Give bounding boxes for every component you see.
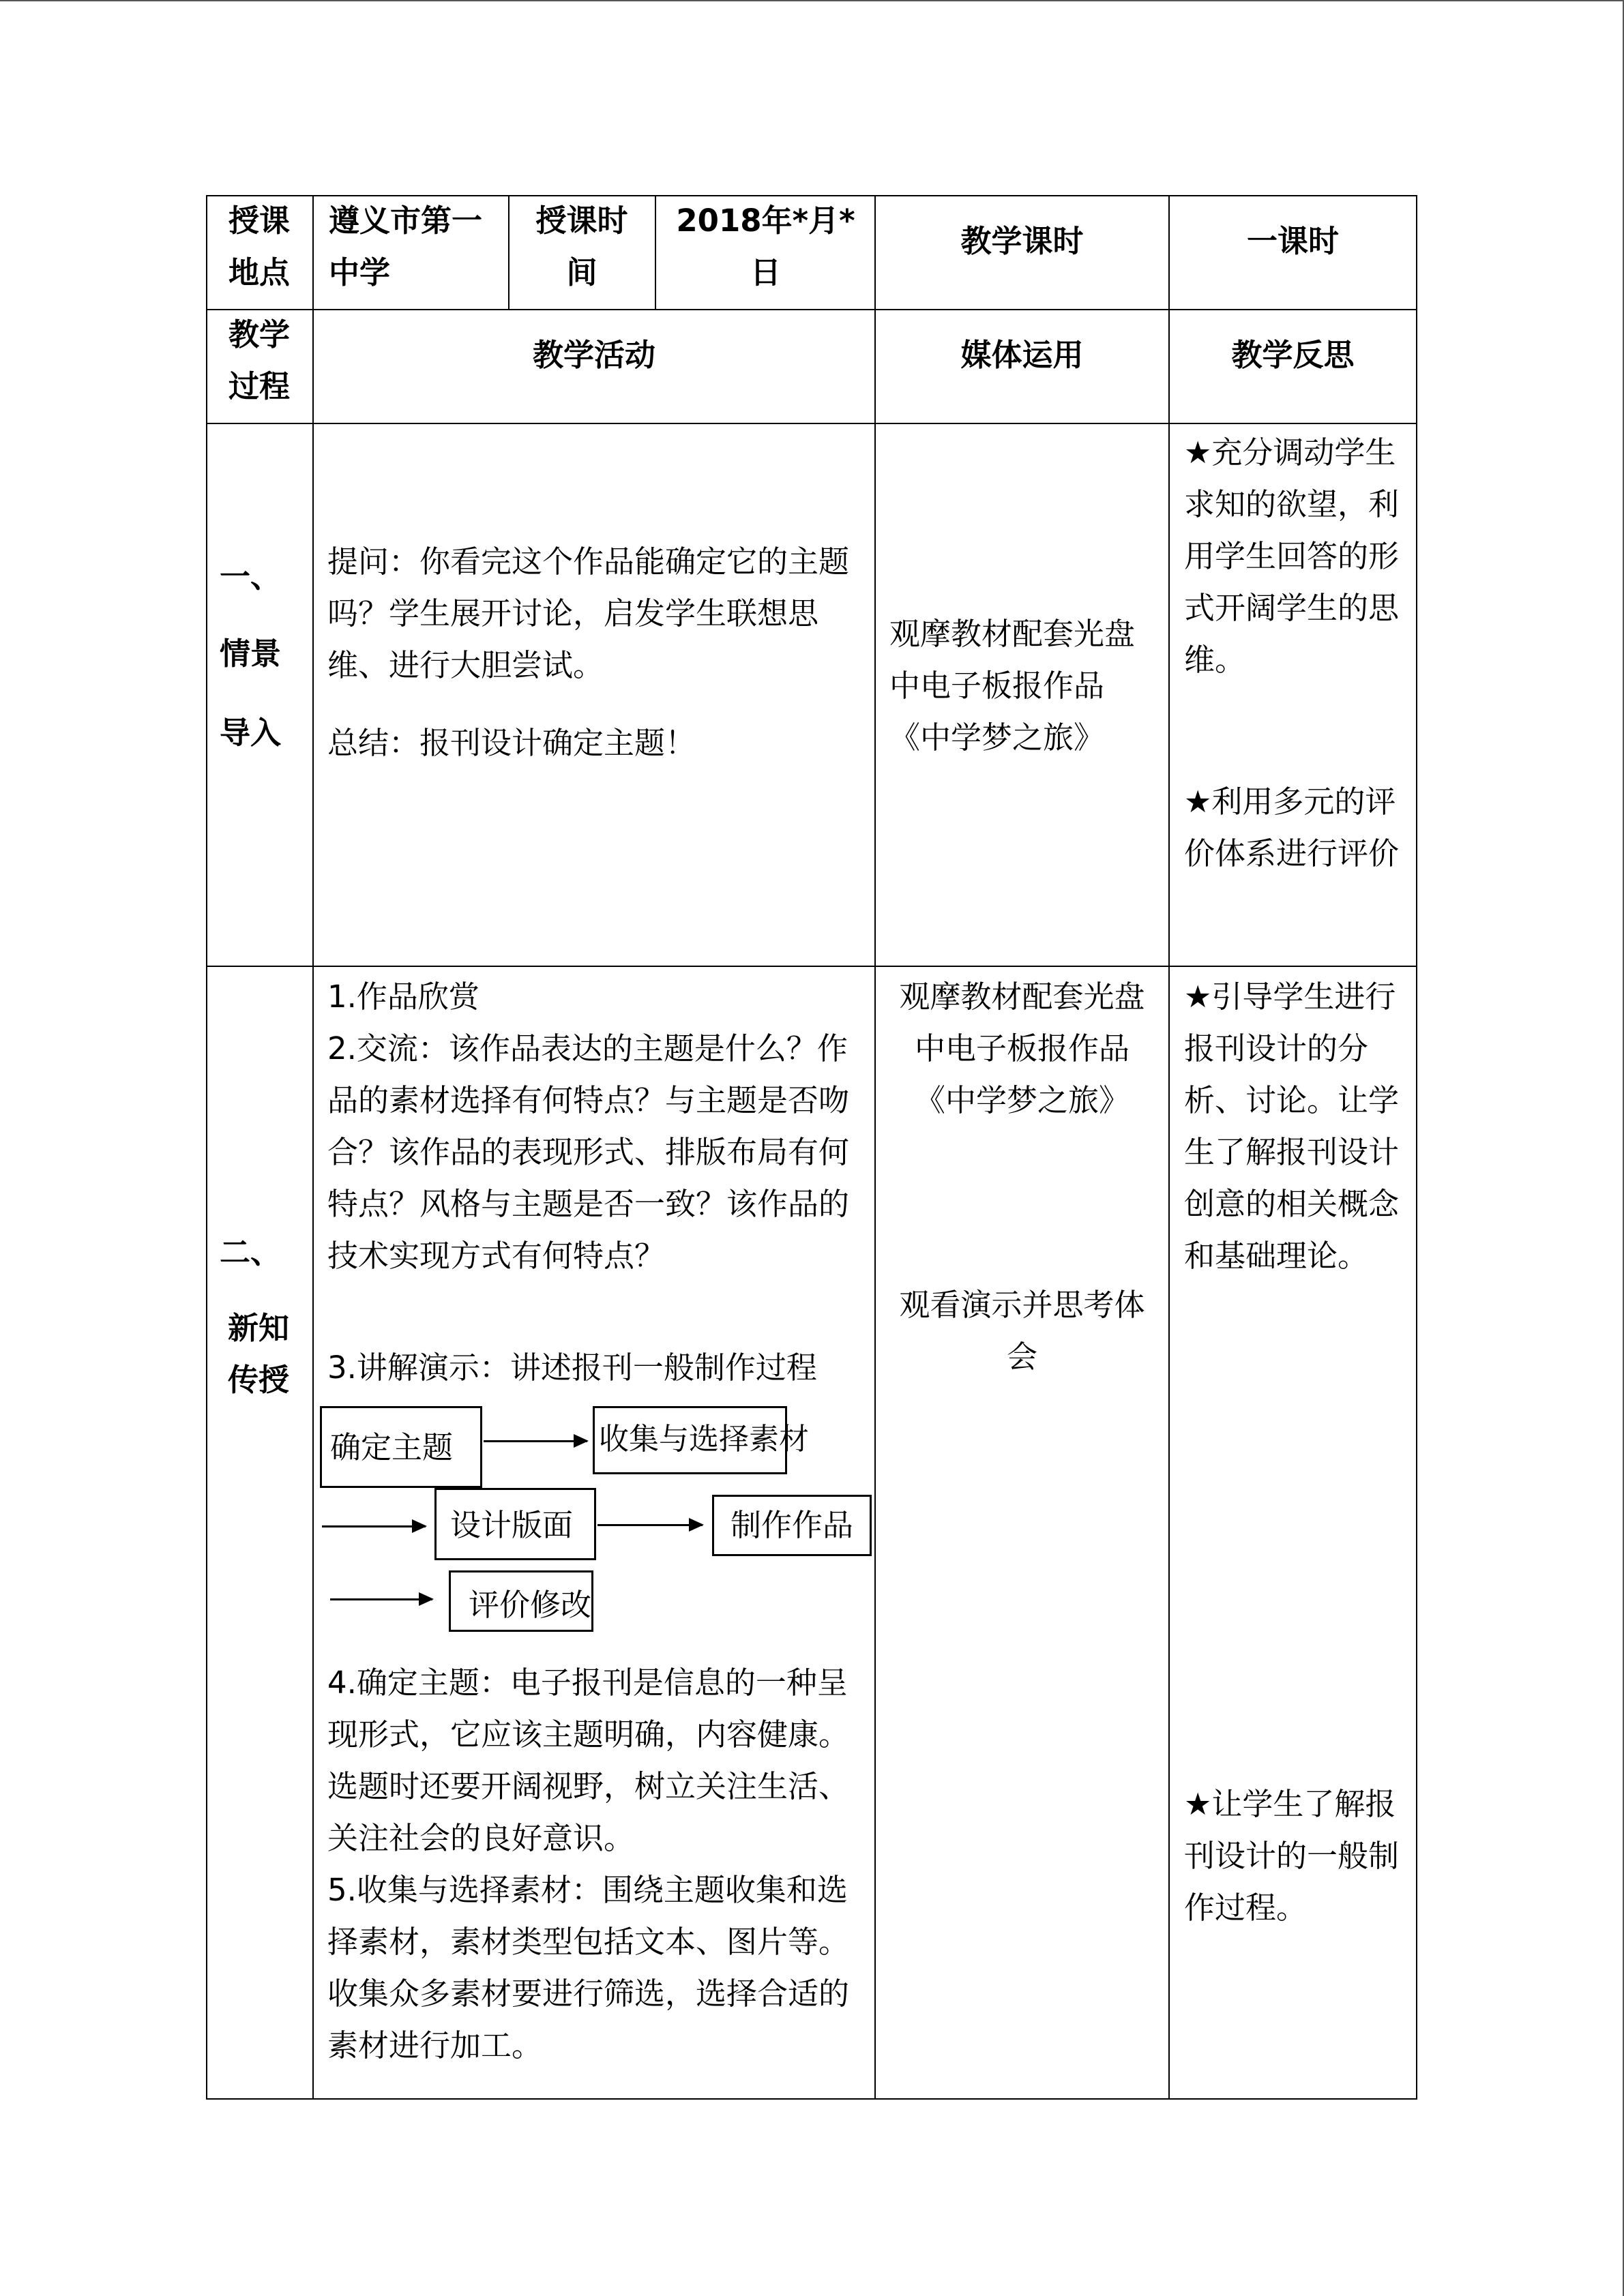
table-line [206,423,1417,424]
reflection-text: 析、讨论。让学 [1184,1082,1400,1118]
page-border-top [0,0,1624,1]
reflection-text: ★让学生了解报 [1184,1786,1396,1822]
period-value: 一课时 [1246,223,1339,259]
activity-text: 品的素材选择有何特点？与主题是否吻 [327,1082,850,1118]
media-text: 观摩教材配套光盘 [899,979,1145,1015]
process-header: 教学过程 [228,316,290,404]
flow-arrow [322,1525,426,1527]
activity-text: 选题时还要开阔视野，树立关注生活、 [327,1768,850,1804]
section2-label: 传授 [228,1362,290,1398]
reflection-text: 式开阔学生的思 [1184,590,1400,626]
table-line [508,195,510,310]
activity-text: 吗？学生展开讨论，启发学生联想思 [327,595,819,631]
activity-text: 4.确定主题：电子报刊是信息的一种呈 [327,1665,848,1701]
reflection-text: 用学生回答的形 [1184,538,1400,574]
activity-text: 现形式，它应该主题明确，内容健康。 [327,1716,850,1753]
media-text: 会 [1006,1339,1037,1375]
reflection-text: 求知的欲望，利 [1184,486,1400,522]
activity-text: 择素材，素材类型包括文本、图片等。 [327,1924,850,1960]
reflection-text: 和基础理论。 [1184,1238,1369,1274]
place-label: 授课地点 [228,203,290,290]
media-text: 《中学梦之旅》 [914,1082,1130,1118]
reflection-text: 维。 [1184,642,1246,678]
media-header: 媒体运用 [960,337,1084,373]
time-label: 授课时间 [535,203,628,290]
reflection-header: 教学反思 [1231,337,1355,373]
reflection-text: 创意的相关概念 [1184,1186,1400,1222]
flow-step-design-layout: 设计版面 [434,1488,596,1560]
section1-label: 导入 [220,715,282,751]
place-value: 遵义市第一中学 [329,203,483,290]
reflection-text: 作过程。 [1184,1890,1308,1926]
flow-step-evaluate-revise: 评价修改 [449,1570,593,1632]
activity-text: 维、进行大胆尝试。 [327,647,604,683]
flow-step-collect-materials: 收集与选择素材 [593,1406,787,1474]
time-value: 2018年*月*日 [676,203,855,290]
table-line [206,195,207,2100]
media-text: 观摩教材配套光盘 [889,616,1136,652]
reflection-text: 价体系进行评价 [1184,835,1400,871]
activity-text: 5.收集与选择素材：围绕主题收集和选 [327,1872,848,1908]
flow-arrow [484,1440,587,1442]
flow-arrow [330,1598,432,1600]
table-line [206,309,1417,310]
table-line [1168,195,1170,2100]
table-line [655,195,656,310]
reflection-text: 报刊设计的分 [1184,1030,1369,1067]
activity-text: 收集众多素材要进行筛选，选择合适的 [327,1976,850,2012]
activity-header: 教学活动 [532,337,655,373]
flow-arrow [597,1524,703,1526]
activity-text: 3.讲解演示：讲述报刊一般制作过程 [327,1350,817,1386]
period-label: 教学课时 [960,223,1084,259]
activity-text: 合？该作品的表现形式、排版布局有何 [327,1134,850,1170]
reflection-text: 刊设计的一般制 [1184,1838,1400,1874]
media-text: 《中学梦之旅》 [889,719,1105,756]
table-line [206,2098,1417,2100]
section1-number: 一、 [220,558,282,595]
section2-label: 新知 [228,1310,290,1346]
table-line [312,195,314,2100]
activity-text: 关注社会的良好意识。 [327,1820,635,1856]
activity-text: 2.交流：该作品表达的主题是什么？作 [327,1030,848,1067]
reflection-text: 生了解报刊设计 [1184,1134,1400,1170]
flow-step-define-theme: 确定主题 [320,1406,482,1488]
table-line [206,966,1417,967]
section2-number: 二、 [220,1234,282,1270]
activity-text: 提问：你看完这个作品能确定它的主题 [327,543,850,580]
section1-label: 情景 [220,636,282,672]
activity-text: 素材进行加工。 [327,2027,543,2063]
reflection-text: ★充分调动学生 [1184,434,1396,471]
media-text: 中电子板报作品 [914,1030,1130,1067]
table-line [1416,195,1417,2100]
media-text: 观看演示并思考体 [899,1287,1145,1323]
reflection-text: ★引导学生进行 [1184,979,1396,1015]
reflection-text: ★利用多元的评 [1184,784,1396,820]
activity-text: 特点？风格与主题是否一致？该作品的 [327,1186,850,1222]
activity-text: 1.作品欣赏 [327,979,479,1015]
media-text: 中电子板报作品 [889,668,1105,704]
flow-step-make-work: 制作作品 [712,1495,872,1556]
table-line [874,195,876,2100]
activity-text: 技术实现方式有何特点？ [327,1238,666,1274]
activity-summary: 总结：报刊设计确定主题！ [327,725,696,761]
